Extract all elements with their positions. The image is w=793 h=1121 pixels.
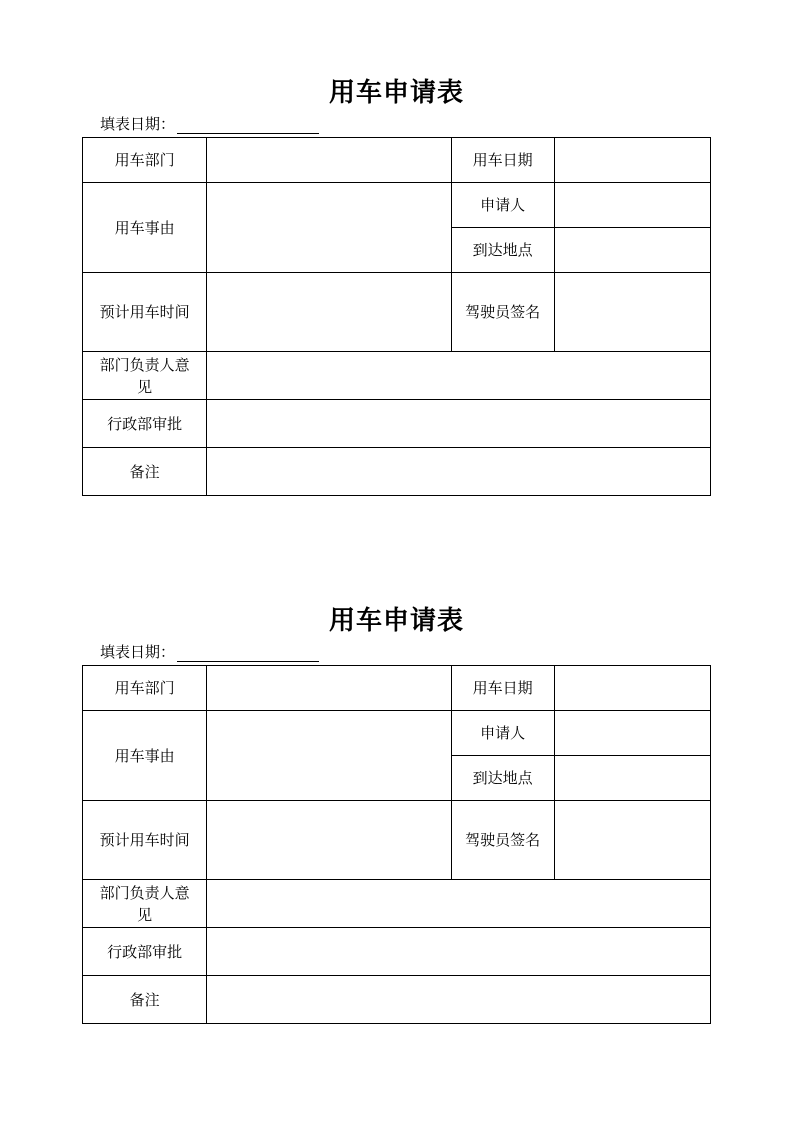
driver-signature-label: 驾驶员签名 xyxy=(451,273,554,352)
use-date-field[interactable] xyxy=(554,138,710,183)
driver-signature-field[interactable] xyxy=(554,801,710,880)
dept-head-opinion-label: 部门负责人意见 xyxy=(83,880,207,928)
form-title: 用车申请表 xyxy=(328,606,464,636)
admin-approval-field[interactable] xyxy=(207,928,711,976)
planned-time-field[interactable] xyxy=(207,273,451,352)
applicant-label: 申请人 xyxy=(451,183,554,228)
department-label: 用车部门 xyxy=(83,666,207,711)
remarks-label: 备注 xyxy=(83,976,207,1024)
reason-label: 用车事由 xyxy=(83,183,207,273)
remarks-label: 备注 xyxy=(83,448,207,496)
department-label: 用车部门 xyxy=(83,138,207,183)
use-date-field[interactable] xyxy=(554,666,710,711)
dept-head-opinion-field[interactable] xyxy=(207,880,711,928)
remarks-field[interactable] xyxy=(207,448,711,496)
admin-approval-label: 行政部审批 xyxy=(83,400,207,448)
planned-time-label: 预计用车时间 xyxy=(83,801,207,880)
admin-approval-label: 行政部审批 xyxy=(83,928,207,976)
form-title: 用车申请表 xyxy=(328,78,464,108)
use-date-label: 用车日期 xyxy=(451,666,554,711)
reason-label: 用车事由 xyxy=(83,711,207,801)
applicant-field[interactable] xyxy=(554,711,710,756)
fill-date-field[interactable] xyxy=(177,645,319,662)
remarks-field[interactable] xyxy=(207,976,711,1024)
department-field[interactable] xyxy=(207,138,451,183)
planned-time-label: 预计用车时间 xyxy=(83,273,207,352)
department-field[interactable] xyxy=(207,666,451,711)
fill-date-label: 填表日期： xyxy=(100,643,176,661)
destination-field[interactable] xyxy=(554,228,710,273)
planned-time-field[interactable] xyxy=(207,801,451,880)
request-table xyxy=(82,137,711,496)
driver-signature-field[interactable] xyxy=(554,273,710,352)
reason-field[interactable] xyxy=(207,183,451,273)
applicant-field[interactable] xyxy=(554,183,710,228)
applicant-label: 申请人 xyxy=(451,711,554,756)
fill-date-label: 填表日期： xyxy=(100,115,176,133)
destination-field[interactable] xyxy=(554,756,710,801)
fill-date-row xyxy=(100,113,319,134)
destination-label: 到达地点 xyxy=(451,756,554,801)
fill-date-field[interactable] xyxy=(177,117,319,134)
admin-approval-field[interactable] xyxy=(207,400,711,448)
request-table xyxy=(82,665,711,1024)
use-date-label: 用车日期 xyxy=(451,138,554,183)
driver-signature-label: 驾驶员签名 xyxy=(451,801,554,880)
fill-date-row xyxy=(100,641,319,662)
dept-head-opinion-label: 部门负责人意见 xyxy=(83,352,207,400)
destination-label: 到达地点 xyxy=(451,228,554,273)
dept-head-opinion-field[interactable] xyxy=(207,352,711,400)
reason-field[interactable] xyxy=(207,711,451,801)
